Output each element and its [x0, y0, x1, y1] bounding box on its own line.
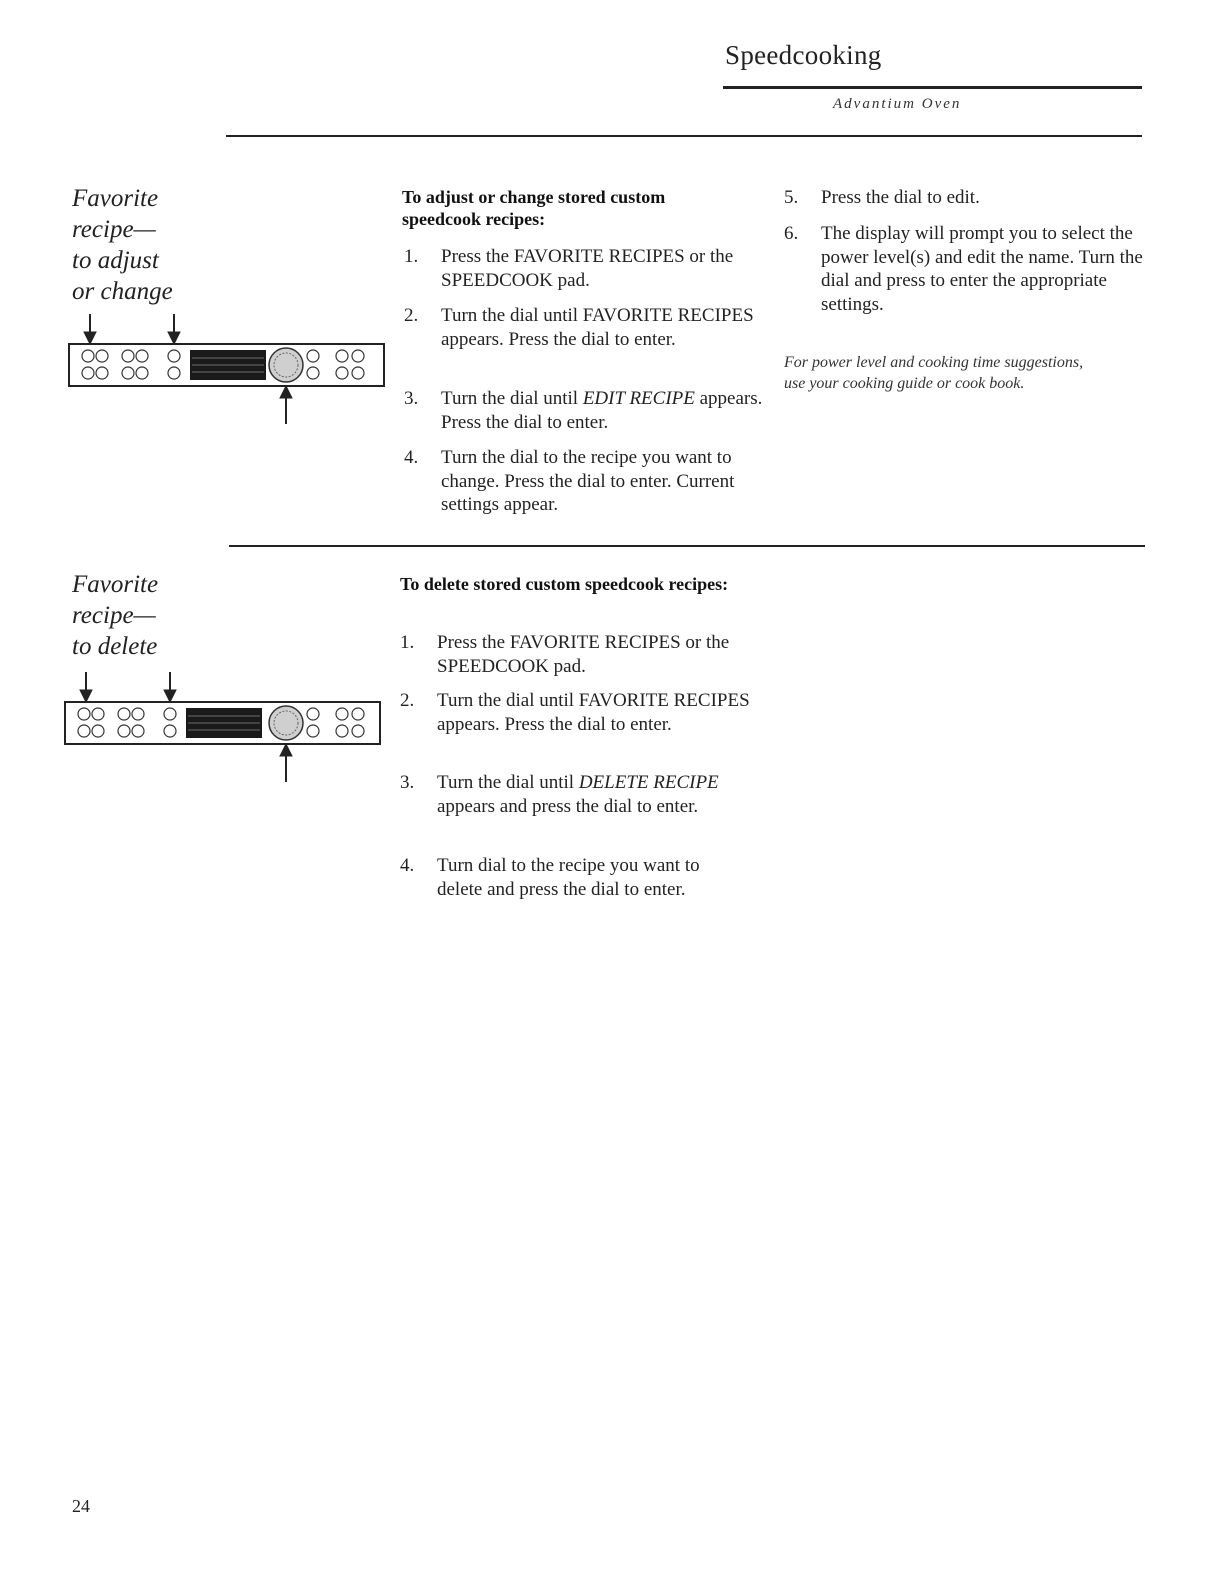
side-title-line: Favorite [72, 185, 159, 212]
side-title-line: or change [72, 278, 173, 305]
step-number: 1. [400, 632, 415, 653]
step-text [441, 387, 764, 434]
step-number: 2. [404, 305, 419, 326]
step-text: Press the FAVORITE RECIPES or the SPEEDCOOK pad. [437, 632, 730, 677]
side-title-line: recipe— [72, 216, 156, 243]
section-divider-top [226, 135, 1142, 137]
control-panel-diagram [64, 668, 382, 786]
instruction-step [400, 854, 730, 901]
step-text: The display will prompt you to select the power level(s) and edit the name. Turn the dial and press to enter the appropriate settings. [821, 223, 1143, 315]
step-text [437, 771, 740, 818]
side-title-line: to adjust [72, 247, 159, 274]
step-number: 1. [404, 246, 419, 267]
step-number: 2. [400, 690, 415, 711]
button-cluster-icon [307, 708, 364, 737]
control-panel-diagram [68, 310, 386, 428]
step-text: Turn the dial to the recipe you want to change. Press the dial to enter. Current settings appear. [441, 447, 735, 515]
side-title-line: Favorite [72, 571, 159, 598]
instruction-step [400, 771, 740, 818]
instruction-step [404, 245, 764, 292]
arrow-icon [280, 386, 292, 424]
step-number: 4. [404, 447, 419, 468]
instruction-step [400, 631, 762, 678]
tip-note: For power level and cooking time suggestions, use your cooking guide or cook book. [784, 354, 1084, 392]
header-rule [723, 86, 1142, 89]
arrow-icon [64, 672, 176, 702]
side-title-delete [72, 569, 272, 662]
button-cluster-icon [78, 708, 176, 737]
step-number: 3. [404, 388, 419, 409]
side-title-line: to delete [72, 633, 158, 660]
side-title-line: recipe— [72, 602, 156, 629]
page-number: 24 [72, 1496, 90, 1516]
step-text-part: appears and press the dial to enter. [437, 795, 699, 817]
display-message: EDIT RECIPE [582, 388, 695, 409]
arrow-icon [68, 314, 180, 344]
instruction-step [784, 186, 1144, 210]
step-number: 3. [400, 772, 415, 793]
step-text-part: appears. Press the dial to enter. [441, 388, 763, 433]
step-number: 5. [784, 187, 799, 208]
step-number: 4. [400, 855, 415, 876]
step-text-part: Turn the dial until [441, 388, 583, 409]
step-text: Turn the dial until FAVORITE RECIPES appears. Press the dial to enter. [437, 690, 750, 735]
step-number: 6. [784, 223, 799, 244]
side-title-adjust [72, 183, 272, 307]
page-subtitle: Advantium Oven [833, 96, 962, 112]
section-heading: To adjust or change stored custom speedcook recipes: [402, 187, 666, 229]
instruction-step [404, 304, 764, 351]
step-text-part: Turn the dial until [437, 772, 579, 793]
step-text: Press the dial to edit. [821, 187, 980, 208]
arrow-icon [280, 744, 292, 782]
instruction-step [784, 222, 1146, 316]
display-message: DELETE RECIPE [578, 772, 719, 793]
step-text: Press the FAVORITE RECIPES or the SPEEDCOOK pad. [441, 246, 734, 291]
step-text: Turn the dial until FAVORITE RECIPES appears. Press the dial to enter. [441, 305, 754, 350]
section-divider [229, 545, 1145, 547]
instruction-step [404, 387, 764, 434]
section-title: Speedcooking [725, 40, 882, 70]
button-cluster-icon [307, 350, 364, 379]
section-heading: To delete stored custom speedcook recipes: [400, 574, 729, 594]
instruction-step [404, 446, 764, 517]
step-text: Turn dial to the recipe you want to delete and press the dial to enter. [437, 855, 700, 900]
button-cluster-icon [82, 350, 180, 379]
instruction-step [400, 689, 762, 736]
